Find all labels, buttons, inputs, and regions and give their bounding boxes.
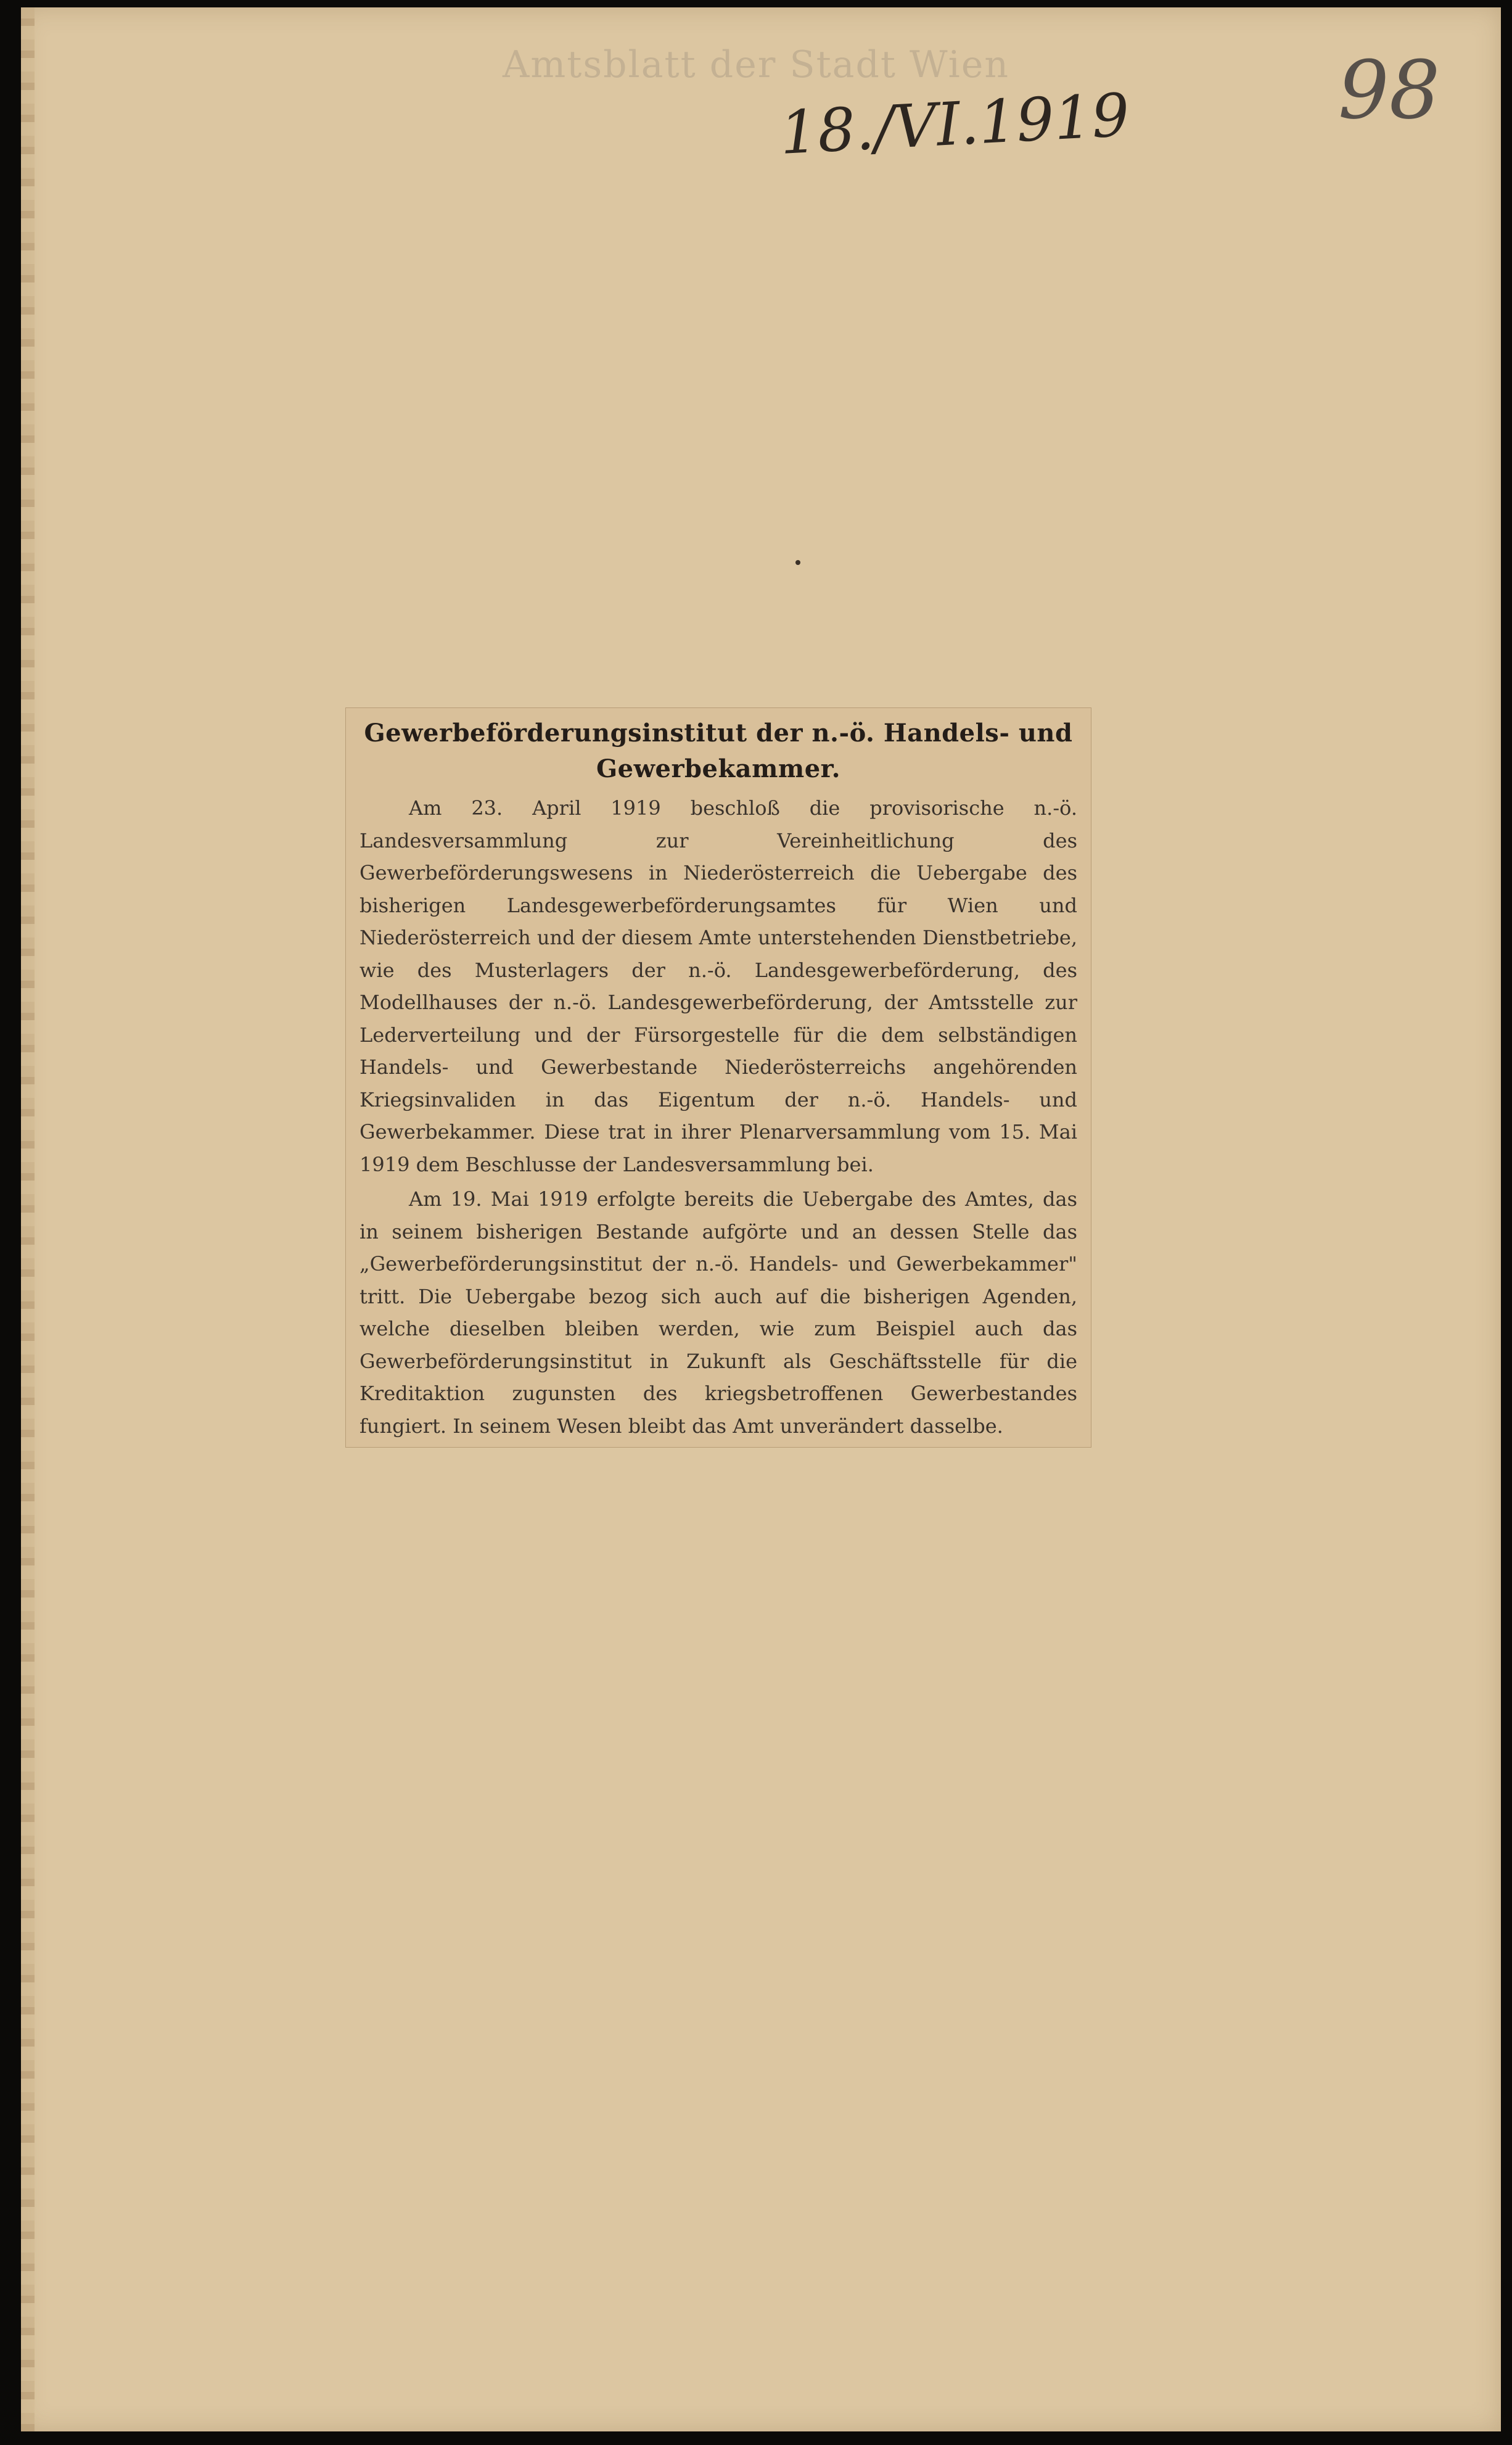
article-paragraph: Am 23. April 1919 beschloß die provisorische n.-ö. Landesversammlung zur Vereinheitlichung des Gewerbeförderungswesens in Niederösterreich die Uebergabe des bisherigen Landesgewerbeförderungsamtes für Wien und Niederösterreich und der diesem Amte unterstehenden Dienstbetriebe, wie des Musterlagers der n.-ö. Landesgewerbeförderung, des Modellhauses der n.-ö. Landesgewerbeförderung, der Amtsstelle zur Lederverteilung und der Fürsorgestelle für die dem selbständigen Handels- und Gewerbestande Niederösterreichs angehörenden Kriegsinvaliden in das Eigentum der n.-ö. Handels- und Gewerbekammer. Diese trat in ihrer Plenarversammlung vom 15. Mai 1919 dem Beschlusse der Landesversammlung bei. [360, 796, 1077, 1176]
article-headline: Gewerbeförderungsinstitut der n.-ö. Handels- und Gewerbekammer. [364, 719, 1073, 783]
handwritten-date: 18./VI.1919 [778, 80, 1132, 168]
torn-page-edge [21, 7, 35, 2431]
paper-speck [795, 560, 800, 565]
newspaper-stamp: Amtsblatt der Stadt Wien [503, 43, 1009, 86]
newspaper-clipping [345, 707, 1091, 1448]
folio-number: 98 [1338, 43, 1440, 137]
article-paragraph: Am 19. Mai 1919 erfolgte bereits die Uebergabe des Amtes, das in seinem bisherigen Bestande aufgörte und an dessen Stelle das „Gewerbeförderungsinstitut der n.-ö. Handels- und Gewerbekammer" tritt. Die Uebergabe bezog sich auch auf die bisherigen Agenden, welche dieselben bleiben werden, wie zum Beispiel auch das Gewerbeförderungsinstitut in Zukunft als Geschäftsstelle für die Kreditaktion zugunsten des kriegsbetroffenen Gewerbestandes fungiert. In seinem Wesen bleibt das Amt unverändert dasselbe. [360, 1187, 1077, 1438]
